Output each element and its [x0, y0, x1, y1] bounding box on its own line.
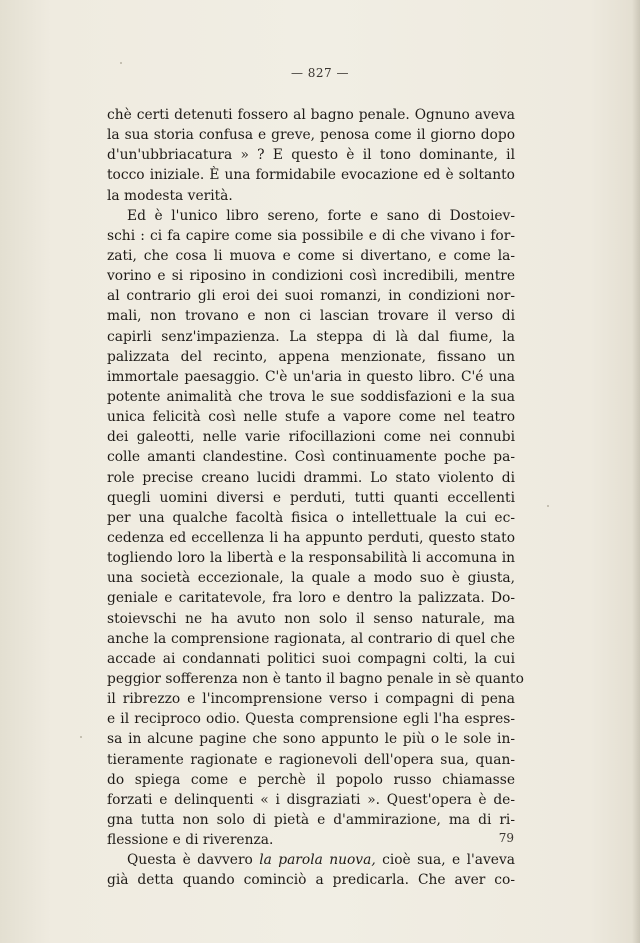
- text-line: cedenza ed eccellenza li ha appunto perduti, questo stato: [107, 529, 515, 546]
- text-line: e il reciproco odio. Questa comprensione egli l'ha espres-: [107, 711, 515, 728]
- text-line: gna tutta non solo di pietà e d'ammirazione, ma di ri-: [107, 811, 515, 828]
- text-line: forzati e delinquenti « i disgraziati ». Quest'opera è de-: [107, 791, 515, 808]
- text-line: il ribrezzo e l'incomprensione verso i compagni di pena: [107, 691, 515, 708]
- text-line: d'un'ubbriacatura » ? E questo è il tono dominante, il: [107, 147, 515, 164]
- text-line: colle amanti clandestine. Così continuamente poche pa-: [107, 449, 515, 466]
- text-line: flessione e di riverenza.: [107, 832, 274, 849]
- page-header-number: — 827 —: [290, 66, 350, 80]
- text-line: geniale e caritatevole, fra loro e dentro la palizzata. Do-: [107, 590, 515, 607]
- text-line: do spiega come e perchè il popolo russo chiamasse: [107, 771, 515, 788]
- text-line: peggior sofferenza non è tanto il bagno penale in sè quanto: [107, 670, 524, 687]
- paper-speck: [80, 736, 82, 738]
- text-line: togliendo loro la libertà e la responsabilità li accomuna in: [107, 550, 515, 567]
- text-line: quegli uomini diversi e perduti, tutti quanti eccellenti: [107, 489, 515, 506]
- paper-speck: [120, 62, 122, 64]
- text-line: Ed è l'unico libro sereno, forte e sano di Dostoiev-: [127, 207, 515, 224]
- text-segment: cioè sua, e l'aveva: [375, 852, 515, 869]
- text-line: unica felicità così nelle stufe a vapore come nel teatro: [107, 409, 515, 426]
- text-line: per una qualche facoltà fisica o intellettuale la cui ec-: [107, 509, 515, 526]
- text-line: già detta quando cominciò a predicarla. Che aver co-: [107, 872, 515, 889]
- text-line: mali, non trovano e non ci lascian trovare il verso di: [107, 308, 515, 325]
- page-footer-number: 79: [498, 831, 514, 845]
- text-line: dei galeotti, nelle varie rifocillazioni come nei connubi: [107, 429, 515, 446]
- text-line: [107, 850, 515, 870]
- italic-title: la parola nuova,: [259, 852, 376, 869]
- text-line: sa in alcune pagine che sono appunto le più o le sole in-: [107, 731, 515, 748]
- body-text: [107, 105, 524, 890]
- text-line: zati, che cosa li muova e come si divertano, e come la-: [107, 247, 515, 264]
- text-line: accade ai condannati politici suoi compagni colti, la cui: [107, 650, 515, 667]
- text-line: capirli senz'impazienza. La steppa di là dal fiume, la: [107, 328, 515, 345]
- text-line: tocco iniziale. È una formidabile evocazione ed è soltanto: [107, 167, 515, 184]
- text-line: potente animalità che trova le sue soddisfazioni e la sua: [107, 388, 515, 405]
- text-line: vorino e si riposino in condizioni così incredibili, mentre: [107, 268, 515, 285]
- text-line: role precise creano lucidi drammi. Lo stato violento di: [107, 469, 515, 486]
- paper-speck: [547, 505, 549, 507]
- text-segment: Questa è davvero: [127, 852, 260, 869]
- text-line: una società eccezionale, la quale a modo suo è giusta,: [107, 570, 515, 587]
- text-line: immortale paesaggio. C'è un'aria in questo libro. C'é una: [107, 368, 515, 385]
- text-line: la modesta verità.: [107, 187, 233, 204]
- text-line: tieramente ragionate e ragionevoli dell'opera sua, quan-: [107, 751, 515, 768]
- text-line: la sua storia confusa e greve, penosa come il giorno dopo: [107, 127, 515, 144]
- text-line: palizzata del recinto, appena menzionate, fissano un: [107, 348, 515, 365]
- text-line: anche la comprensione ragionata, al contrario di quel che: [107, 630, 515, 647]
- page-edge-shadow: [632, 0, 640, 943]
- text-line: al contrario gli eroi dei suoi romanzi, in condizioni nor-: [107, 288, 515, 305]
- text-line: chè certi detenuti fossero al bagno penale. Ognuno aveva: [107, 107, 515, 123]
- text-line: schi : ci fa capire come sia possibile e di che vivano i for-: [107, 227, 515, 244]
- text-line: stoievschi ne ha avuto non solo il senso naturale, ma: [107, 610, 515, 627]
